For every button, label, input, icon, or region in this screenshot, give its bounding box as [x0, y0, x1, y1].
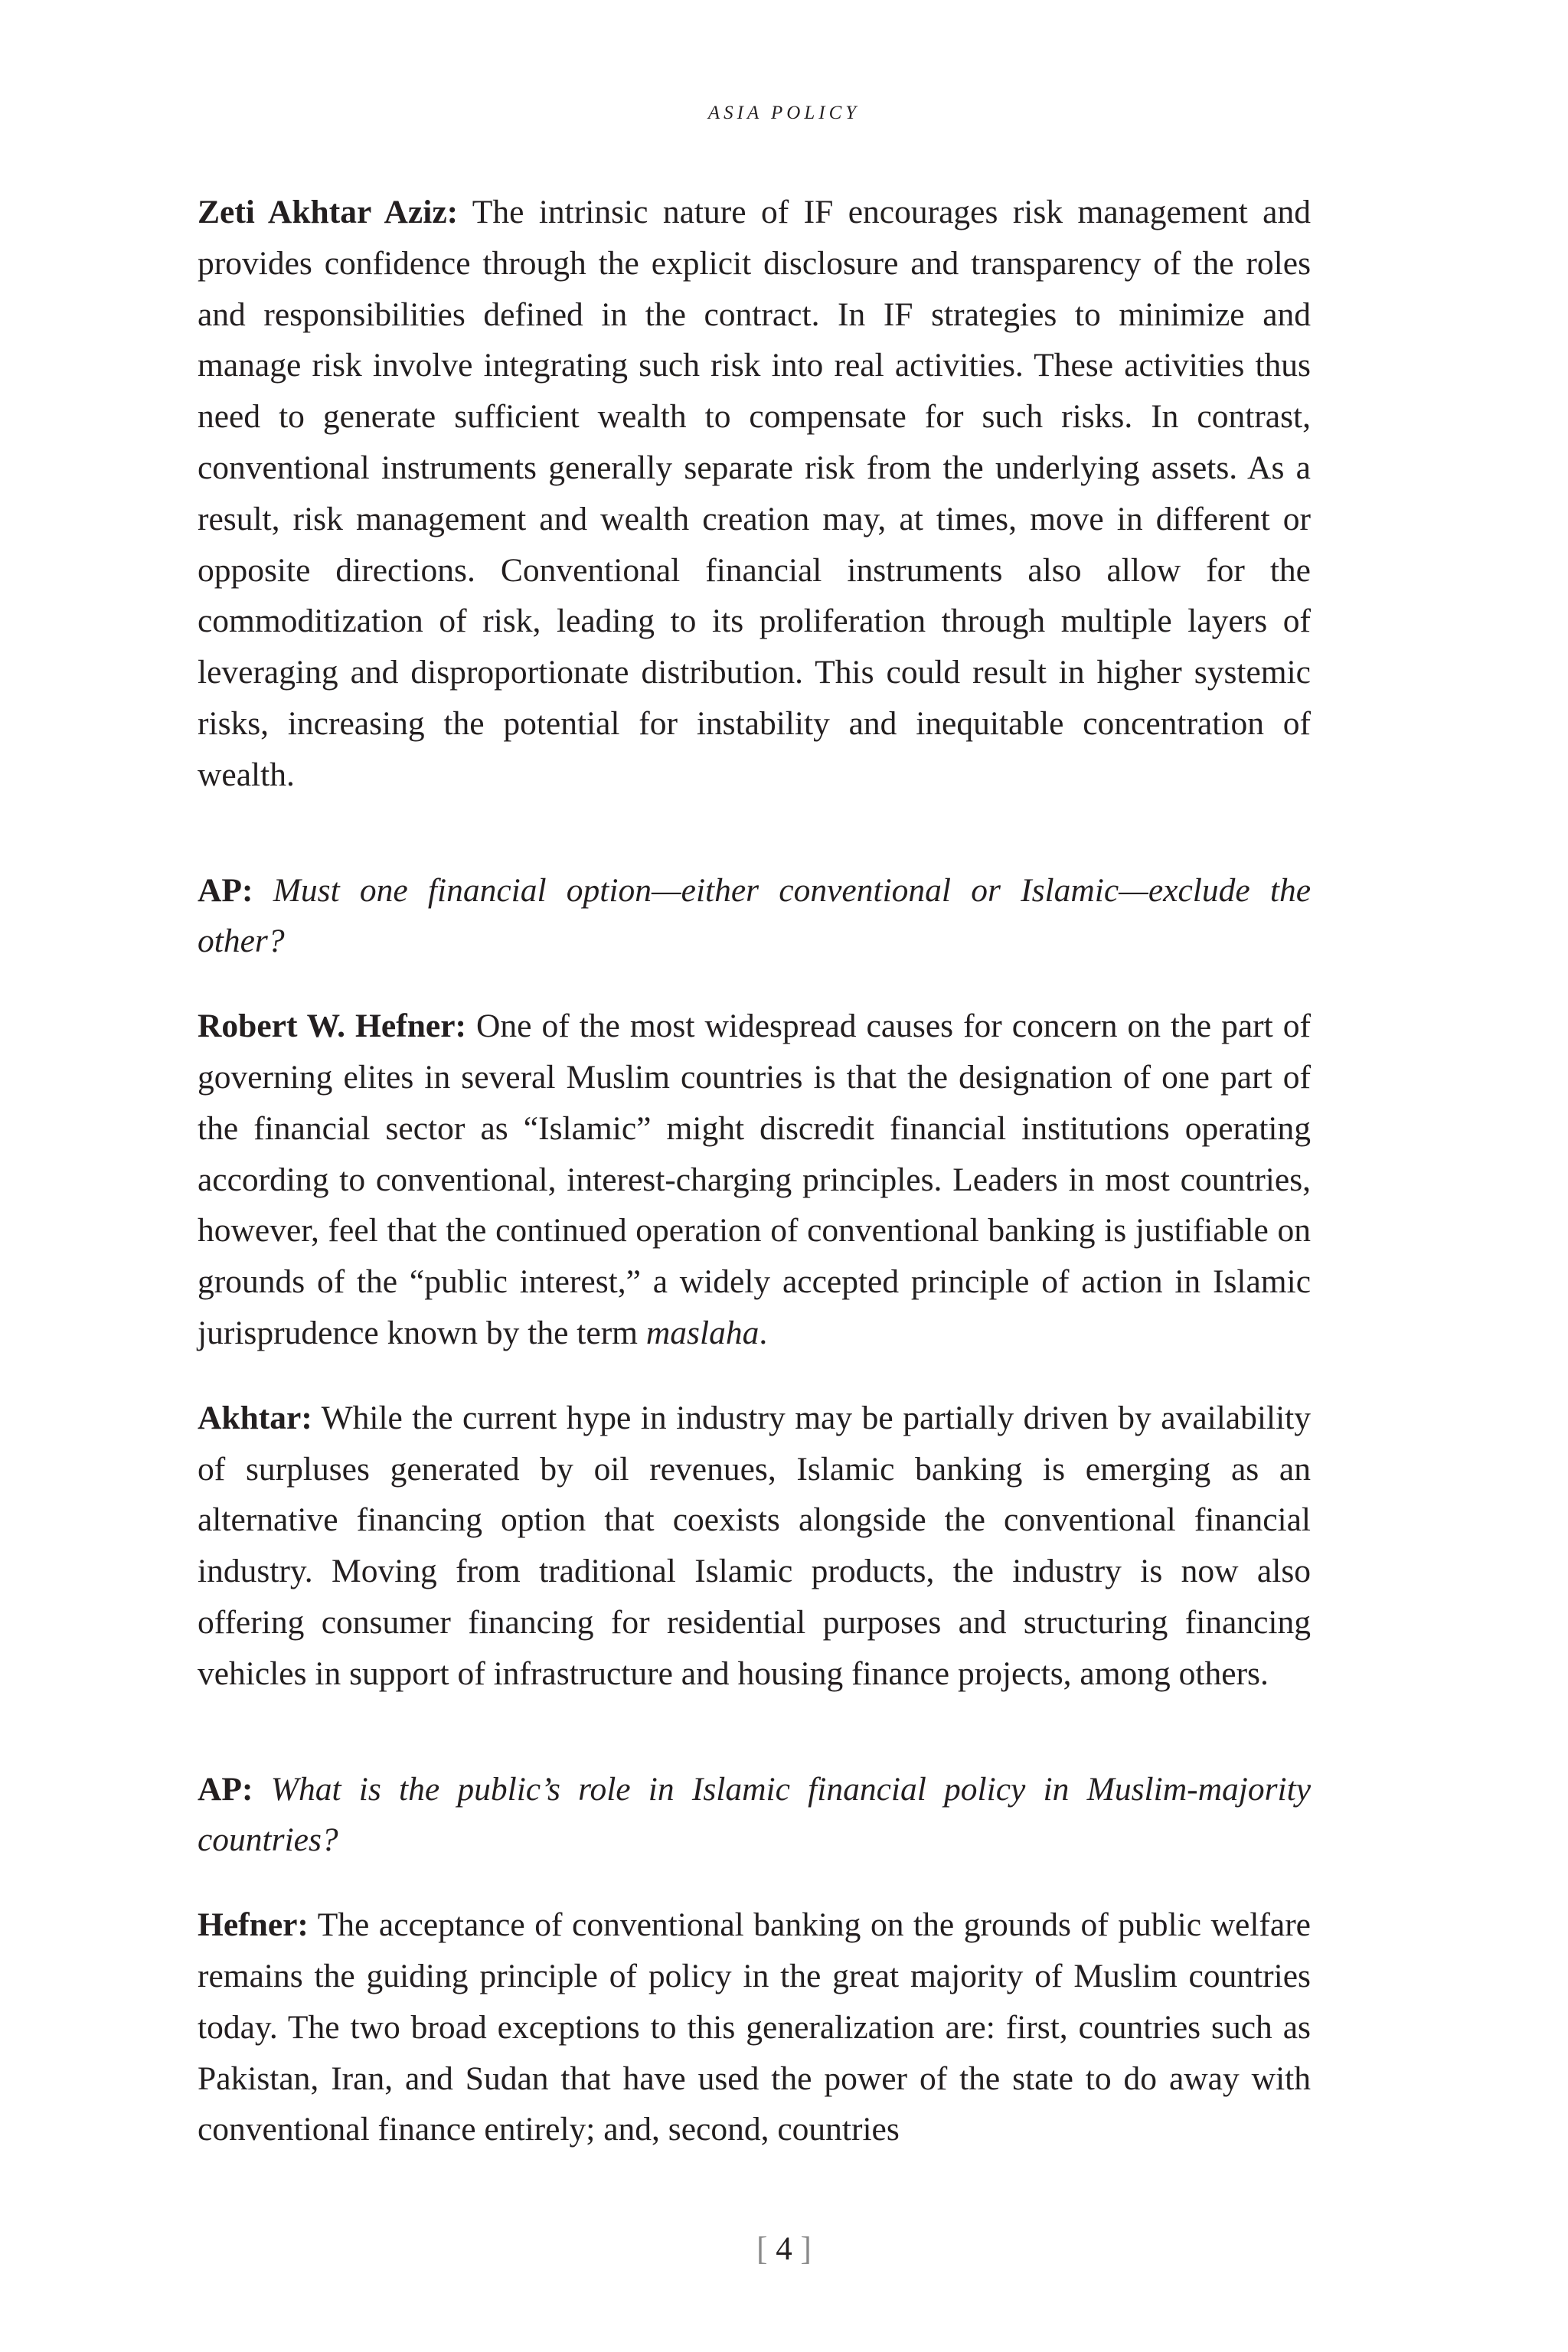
- running-header: ASIA POLICY: [707, 103, 861, 123]
- question-text: Must one financial option—either conventional or Islamic—exclude the other?: [198, 871, 1311, 960]
- answer-text: One of the most widespread causes for concern on the part of governing elites in several Muslim countries is that the designation of one part of the financial sector as “Islamic” might discredit financial institutions operating according to conventional, interest-charging principles. Leaders in most countries, however, feel that the continued operation of conventional banking is justifiable on grounds of the “public interest,” a widely accepted principle of action in Islamic jurisprudence known by the term: [198, 1008, 1311, 1351]
- bracket-close: ]: [800, 2231, 812, 2267]
- question-paragraph-1: [198, 865, 1311, 968]
- answer-text-end: .: [759, 1314, 768, 1351]
- answer-paragraph-akhtar: [198, 1393, 1311, 1700]
- emphasis-term: maslaha: [645, 1314, 760, 1351]
- answer-text: While the current hype in industry may be partially driven by availability of surpluses generated by oil revenues, Islamic banking is emerging as an alternative financing option that coexists alongside the conventional financial industry. Moving from traditional Islamic products, the industry is now also offering consumer financing for residential purposes and structuring financing vehicles in support of infrastructure and housing finance projects, among others.: [198, 1399, 1311, 1692]
- question-text: What is the public’s role in Islamic financial policy in Muslim-majority countries?: [198, 1770, 1311, 1859]
- speaker-label: Hefner:: [198, 1906, 309, 1944]
- speaker-label: Robert W. Hefner:: [198, 1008, 466, 1045]
- answer-text: The acceptance of conventional banking on the grounds of public welfare remains the guiding principle of policy in the great majority of Muslim countries today. The two broad exceptions to this generalization are: first, countries such as Pakistan, Iran, and Sudan that have used the power of the state to do away with conventional finance entirely; and, second, countries: [198, 1906, 1311, 2148]
- speaker-label: AP:: [198, 871, 253, 909]
- page-number: 4: [776, 2231, 792, 2267]
- speaker-label: Akhtar:: [198, 1399, 312, 1436]
- bracket-open: [: [756, 2231, 768, 2267]
- speaker-label: Zeti Akhtar Aziz:: [198, 194, 459, 230]
- page-number-footer: [0, 2230, 1568, 2268]
- page-body: [198, 187, 1311, 2155]
- answer-text: The intrinsic nature of IF encourages risk management and provides confidence through the explicit disclosure and transparency of the roles and responsibilities defined in the contract. In IF strategies to minimize and manage risk involve integrating such risk into real activities. These activities thus need to generate sufficient wealth to compensate for such risks. In contrast, conventional instruments generally separate risk from the underlying assets. As a result, risk management and wealth creation may, at times, move in different or opposite directions. Conventional financial instruments also allow for the commoditization of risk, leading to its proliferation through multiple layers of leveraging and disproportionate distribution. This could result in higher systemic risks, increasing the potential for instability and inequitable concentration of wealth.: [198, 194, 1311, 793]
- question-paragraph-2: [198, 1764, 1311, 1867]
- answer-paragraph-hefner-1: [198, 1001, 1311, 1359]
- speaker-label: AP:: [198, 1770, 253, 1808]
- answer-paragraph-hefner-2: [198, 1900, 1311, 2155]
- answer-paragraph-zeti: [198, 187, 1311, 801]
